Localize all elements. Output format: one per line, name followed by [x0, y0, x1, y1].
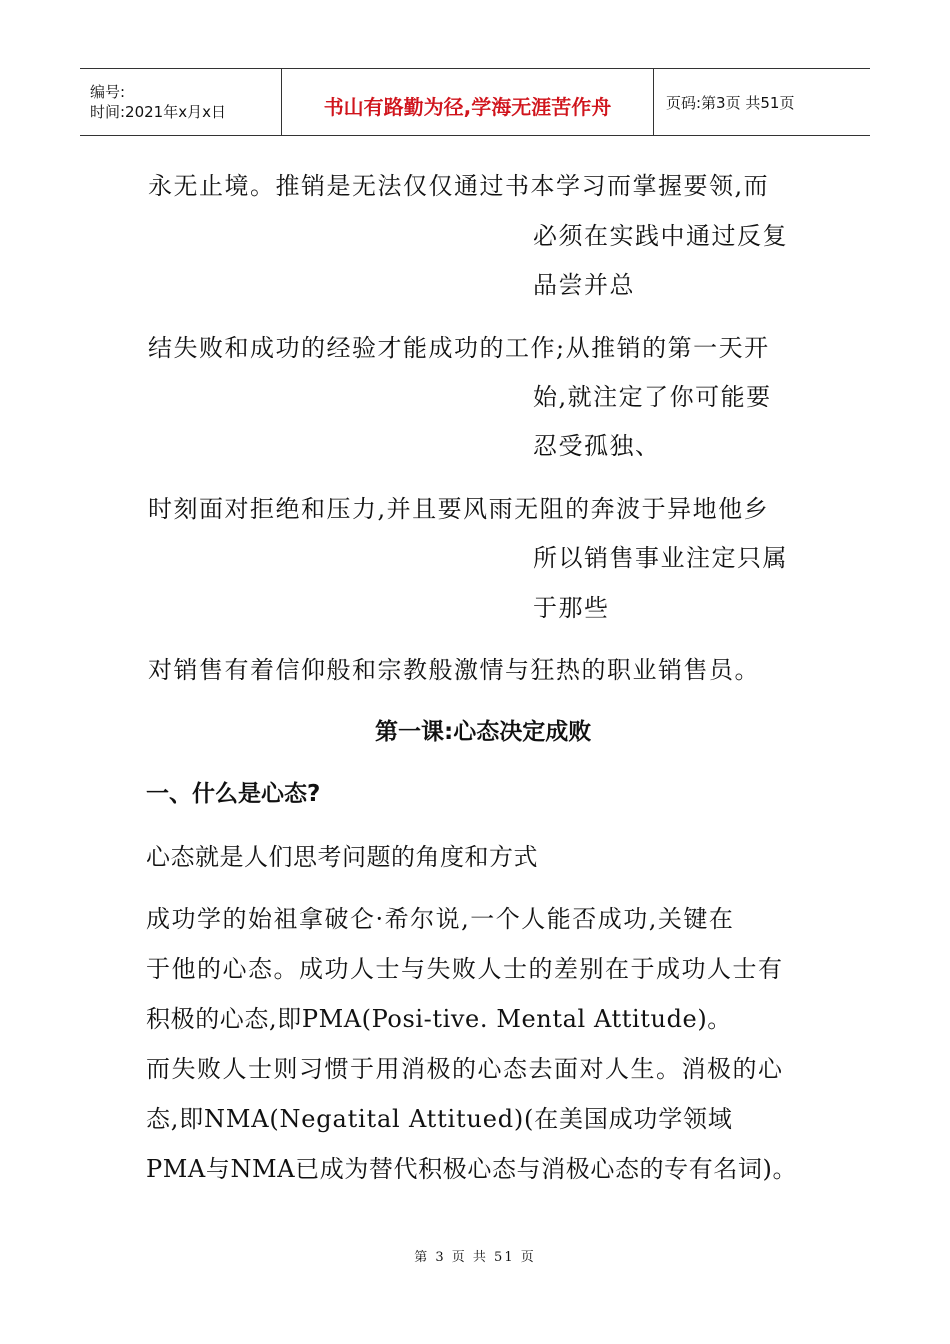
text-line: 始,就注定了你可能要 — [533, 383, 772, 411]
paragraph-line: 于他的心态。成功人士与失败人士的差别在于成功人士有 — [146, 955, 784, 983]
section-title: 一、什么是心态? — [146, 781, 321, 807]
text-line: 对销售有着信仰般和宗教般激情与狂热的职业销售员。 — [148, 656, 760, 684]
text-line: 于那些 — [533, 594, 610, 622]
page-footer: 第 3 页 共 51 页 — [414, 1250, 536, 1265]
page-header — [80, 68, 870, 136]
header-meta — [80, 69, 282, 135]
text-line: 品尝并总 — [533, 271, 635, 299]
paragraph-line: 积极的心态,即PMA(Posi-tive. Mental Attitude)。 — [146, 1005, 732, 1033]
text-line: 必须在实践中通过反复 — [533, 222, 788, 250]
paragraph-line: 成功学的始祖拿破仑·希尔说,一个人能否成功,关键在 — [146, 905, 735, 933]
text-line: 所以销售事业注定只属 — [533, 544, 788, 572]
paragraph-line: PMA与NMA已成为替代积极心态与消极心态的专有名词)。 — [146, 1155, 798, 1183]
paragraph-line: 态,即NMA(Negatital Attitued)(在美国成功学领域 — [146, 1105, 733, 1133]
text-line: 忍受孤独、 — [533, 432, 661, 460]
definition-text: 心态就是人们思考问题的角度和方式 — [146, 843, 538, 871]
date-label: 时间:2021年x月x日 — [90, 103, 226, 121]
paragraph-line: 而失败人士则习惯于用消极的心态去面对人生。消极的心 — [146, 1055, 784, 1083]
header-page-info: 页码:第3页 共51页 — [666, 93, 795, 112]
text-line: 时刻面对拒绝和压力,并且要风雨无阻的奔波于异地他乡 — [148, 495, 770, 523]
number-label: 编号: — [90, 83, 126, 101]
text-line: 永无止境。推销是无法仅仅通过书本学习而掌握要领,而 — [148, 172, 770, 200]
lesson-title: 第一课:心态决定成败 — [375, 719, 592, 745]
text-line: 结失败和成功的经验才能成功的工作;从推销的第一天开 — [148, 334, 770, 362]
header-motto: 书山有路勤为径,学海无涯苦作舟 — [282, 69, 654, 135]
